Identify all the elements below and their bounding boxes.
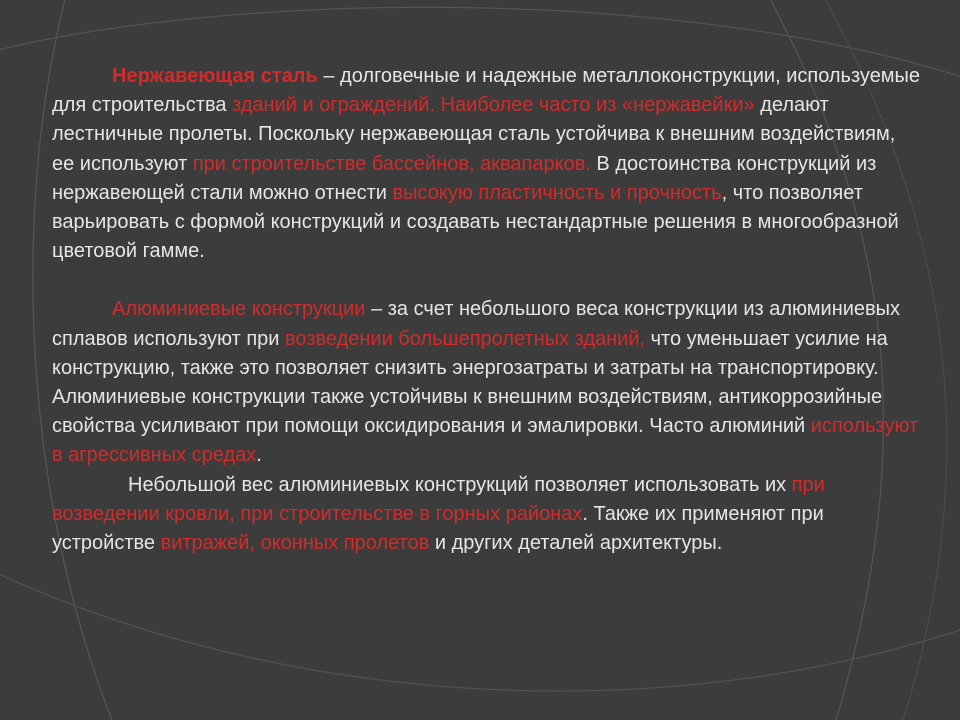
- paragraph-aluminium-structures: [52, 295, 922, 470]
- highlighted-text-run: используют в агрессивных средах: [52, 415, 919, 467]
- text-run: , что позволяет варьировать с формой конструкций и создавать нестандартные решения в многообразной цветовой гамме.: [52, 181, 899, 263]
- highlighted-text-run: возведении большепролетных зданий,: [285, 327, 646, 350]
- text-run: – долговечные и надежные металлоконструкции, используемые для строительства: [52, 65, 921, 117]
- paragraph-light-weight: [52, 471, 922, 559]
- text-run: . Также их применяют при устройстве: [52, 502, 824, 555]
- paragraph-stainless-steel: [52, 62, 922, 266]
- text-run: .: [256, 444, 262, 467]
- text-run: что уменьшает усилие на конструкцию, также это позволяет снизить энергозатраты и затраты на транспортировку. Алюминиевые конструкции также устойчивы к внешним воздействиям, антикоррозийные свойства усиливают при помощи оксидирования и эмалировки. Часто алюминий: [52, 327, 888, 438]
- highlighted-text-run: высокую пластичность и прочность: [392, 181, 722, 204]
- arc-bottom: [0, 560, 960, 691]
- highlighted-text-run: зданий и ограждений. Наиболее часто из «нержавейки»: [232, 94, 755, 117]
- highlighted-text-run: Алюминиевые конструкции: [112, 298, 366, 321]
- highlighted-text-run: при строительстве бассейнов, аквапарков.: [192, 152, 591, 175]
- text-run: делают лестничные пролеты. Поскольку нержавеющая сталь устойчива к внешним воздействиям, ее используют: [52, 94, 896, 175]
- text-run: В достоинства конструкций из нержавеющей стали можно отнести: [52, 152, 877, 204]
- text-run: и других деталей архитектуры.: [429, 532, 723, 555]
- text-run: – за счет небольшого веса конструкции из алюминиевых сплавов используют при: [52, 298, 901, 350]
- slide-text: [52, 62, 922, 558]
- highlighted-text-run: при возведении кровли, при строительстве в горных районах: [52, 473, 825, 525]
- highlighted-text-run: витражей, оконных пролетов: [160, 532, 430, 555]
- highlighted-text-run: Нержавеющая сталь: [112, 65, 318, 87]
- text-run: Небольшой вес алюминиевых конструкций позволяет использовать их: [128, 473, 792, 496]
